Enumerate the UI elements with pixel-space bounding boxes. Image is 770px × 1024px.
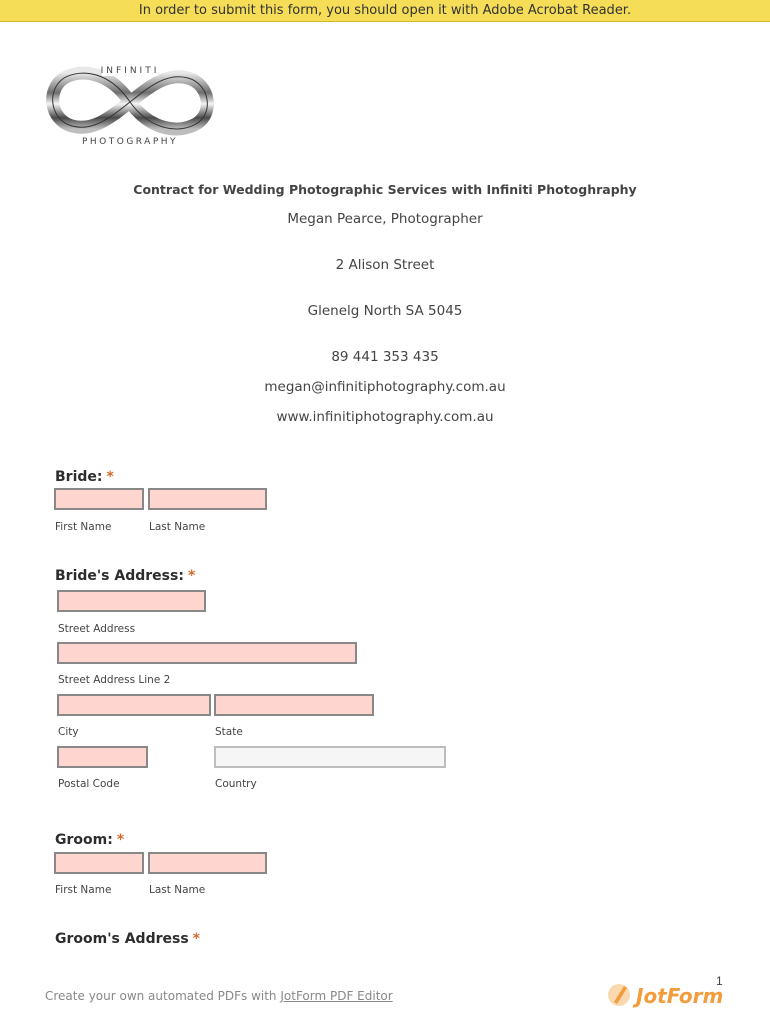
required-mark: * [187, 568, 196, 584]
required-mark: * [106, 469, 114, 485]
required-mark: * [192, 931, 200, 947]
groom-last-name-input[interactable] [148, 852, 267, 874]
bride-state-input[interactable] [214, 694, 374, 716]
jotform-brand-icon [606, 980, 730, 1010]
phone-number: 89 441 353 435 [331, 349, 439, 365]
bride-postal-code-sublabel: Postal Code [58, 778, 120, 790]
email-address: megan@infinitiphotography.com.au [264, 379, 506, 395]
groom-last-name-sublabel: Last Name [149, 884, 206, 896]
bride-city-input[interactable] [57, 694, 211, 716]
bride-street-input[interactable] [57, 590, 206, 612]
bride-street2-sublabel: Street Address Line 2 [58, 674, 171, 686]
logo-top-text: INFINITI [100, 66, 160, 76]
bride-first-name-sublabel: First Name [55, 521, 112, 533]
bride-city-sublabel: City [58, 726, 79, 738]
groom-address-label: Groom's Address * [55, 931, 200, 947]
bride-street2-input[interactable] [57, 642, 357, 664]
required-mark: * [116, 832, 125, 848]
jotform-logo [606, 980, 730, 1010]
website-address: www.infinitiphotography.com.au [276, 409, 494, 425]
acrobat-notice-banner [0, 0, 770, 22]
bride-state-sublabel: State [215, 726, 243, 738]
bride-address-label: Bride's Address: * [55, 568, 196, 584]
groom-first-name-input[interactable] [54, 852, 144, 874]
footer-text: Create your own automated PDFs with JotForm PDF Editor [45, 989, 393, 1003]
bride-country-select[interactable] [214, 746, 446, 768]
bride-last-name-input[interactable] [148, 488, 267, 510]
bride-last-name-sublabel: Last Name [149, 521, 206, 533]
jotform-pdf-editor-link[interactable]: JotForm PDF Editor [280, 989, 393, 1003]
bride-country-sublabel: Country [215, 778, 257, 790]
infiniti-photography-logo [46, 62, 214, 148]
bride-first-name-input[interactable] [54, 488, 144, 510]
logo-bottom-text: PHOTOGRAPHY [81, 137, 179, 147]
bride-label: Bride: * [55, 469, 114, 485]
banner-text: In order to submit this form, you should open it with Adobe Acrobat Reader. [138, 3, 632, 18]
groom-label: Groom: * [55, 832, 125, 848]
jotform-brand-text: JotForm [636, 984, 724, 1008]
contract-title: Contract for Wedding Photographic Services with Infiniti Photoghraphy [133, 182, 637, 197]
bride-street-sublabel: Street Address [58, 623, 136, 635]
city-address: Glenelg North SA 5045 [307, 303, 463, 319]
infinity-logo-icon [46, 62, 214, 148]
bride-postal-code-input[interactable] [57, 746, 148, 768]
groom-first-name-sublabel: First Name [55, 884, 112, 896]
page-number: 1 [716, 974, 723, 988]
photographer-name: Megan Pearce, Photographer [287, 211, 483, 227]
street-address: 2 Alison Street [335, 257, 435, 273]
